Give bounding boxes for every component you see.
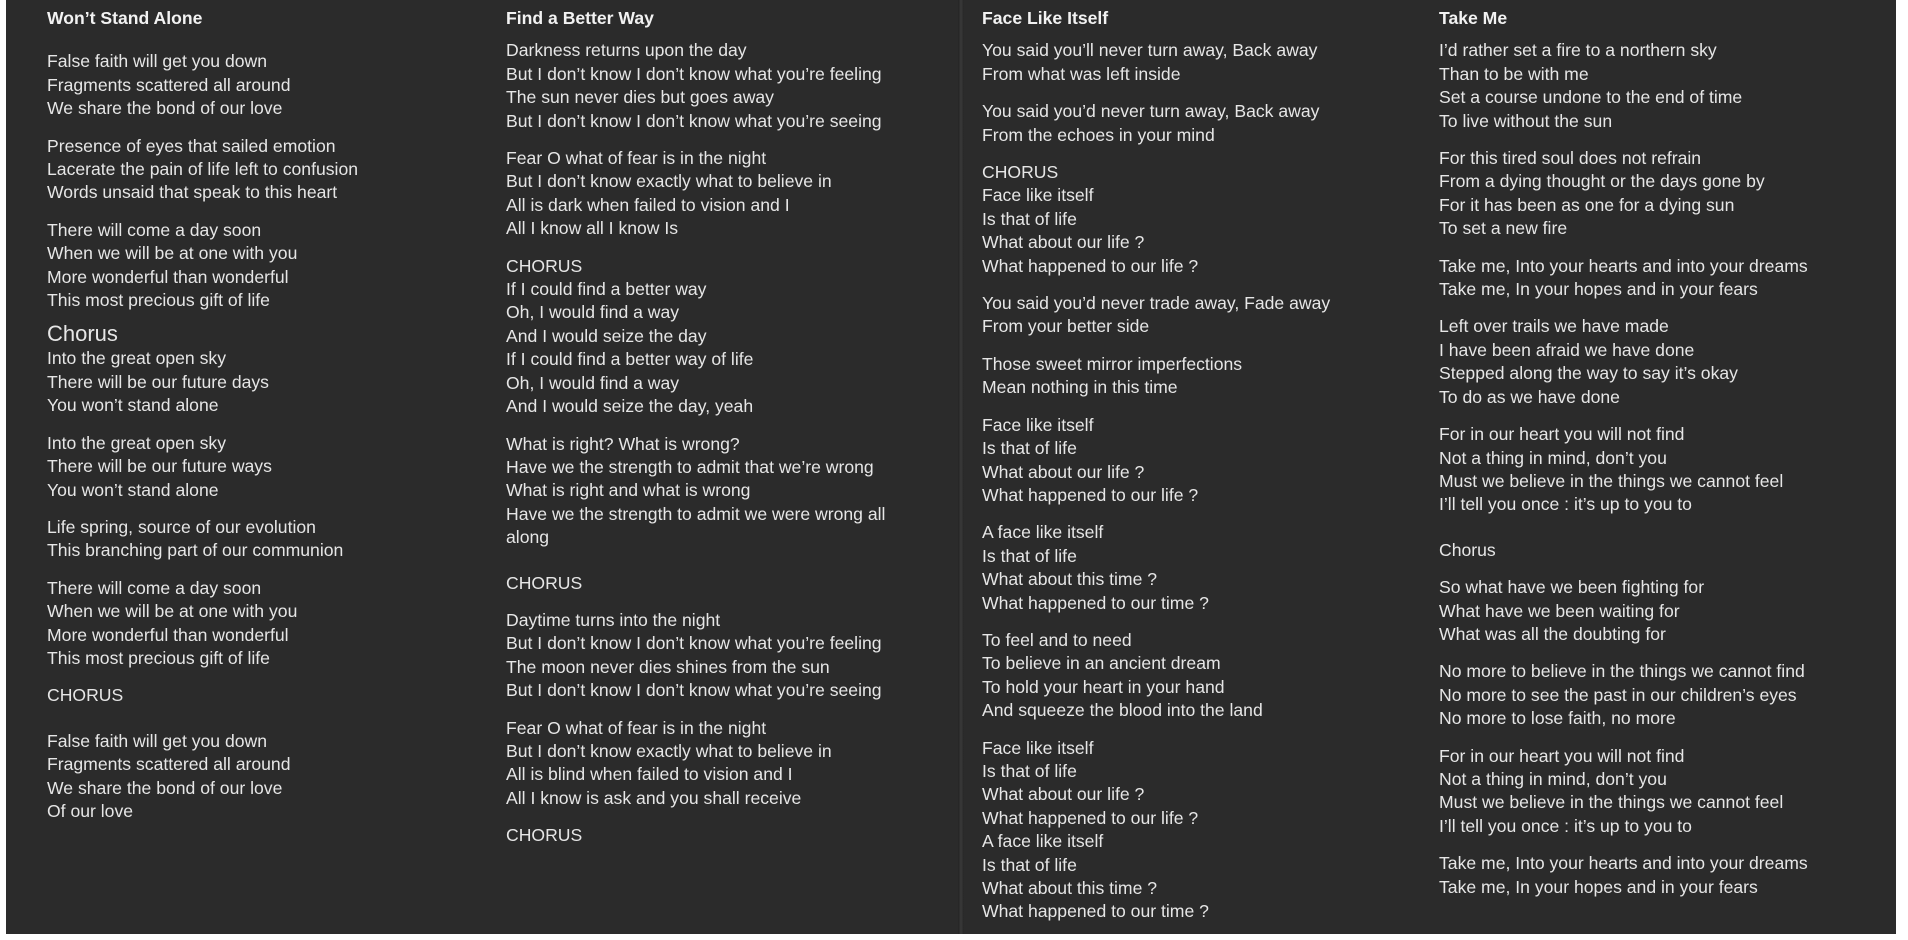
chorus-heading: Chorus xyxy=(47,321,118,347)
lyric-line: Face like itself xyxy=(982,737,1094,758)
lyric-line: From a dying thought or the days gone by xyxy=(1439,171,1765,192)
lyric-line: Is that of life xyxy=(982,545,1077,566)
stanza xyxy=(1439,39,1808,133)
lyric-line: You won’t stand alone xyxy=(47,395,219,416)
lyric-line: From the echoes in your mind xyxy=(982,124,1215,145)
stanza xyxy=(47,684,358,707)
lyric-line: To set a new fire xyxy=(1439,218,1568,239)
lyric-line: Take me, In your hopes and in your fears xyxy=(1439,876,1758,897)
lyric-line: What happened to our life ? xyxy=(982,484,1199,505)
song-title: Take Me xyxy=(1439,8,1508,28)
lyric-line: But I don’t know I don’t know what you’re feeling xyxy=(506,633,882,654)
chorus-marker: CHORUS xyxy=(506,825,583,846)
lyric-line: This most precious gift of life xyxy=(47,290,270,311)
lyric-line: What happened to our life ? xyxy=(982,255,1199,276)
lyric-line: And I would seize the day, yeah xyxy=(506,396,754,417)
stanza xyxy=(982,521,1330,615)
lyric-line: Left over trails we have made xyxy=(1439,316,1669,337)
lyric-line: Fragments scattered all around xyxy=(47,74,291,95)
lyric-line: To do as we have done xyxy=(1439,386,1620,407)
stanza xyxy=(982,414,1330,508)
lyric-line: For this tired soul does not refrain xyxy=(1439,148,1702,169)
lyric-line: Is that of life xyxy=(982,854,1077,875)
lyric-line: Not a thing in mind, don’t you xyxy=(1439,447,1667,468)
lyric-line: Is that of life xyxy=(982,760,1077,781)
chorus-marker: CHORUS xyxy=(506,572,583,593)
lyric-line: Is that of life xyxy=(982,208,1077,229)
stanza xyxy=(1439,423,1808,517)
lyric-line: What is right and what is wrong xyxy=(506,480,751,501)
stanza xyxy=(1439,660,1808,730)
stanza xyxy=(47,577,358,671)
song-column-find-a-better-way xyxy=(506,7,885,862)
lyric-line: What happened to our life ? xyxy=(982,807,1199,828)
song-column-wont-stand-alone xyxy=(47,7,358,837)
lyric-line: I’ll tell you once : it’s up to you to xyxy=(1439,494,1692,515)
lyric-line: What about this time ? xyxy=(982,878,1158,898)
lyric-line: What happened to our time ? xyxy=(982,901,1209,922)
stanza xyxy=(47,320,358,417)
stanza xyxy=(1439,255,1808,302)
lyric-line: Daytime turns into the night xyxy=(506,609,721,630)
lyric-line: There will be our future ways xyxy=(47,456,272,477)
lyric-line: We share the bond of our love xyxy=(47,98,283,119)
lyric-line: For in our heart you will not find xyxy=(1439,745,1685,766)
lyric-line: From your better side xyxy=(982,316,1150,337)
lyric-line: Lacerate the pain of life left to confusion xyxy=(47,159,359,180)
lyric-line: But I don’t know I don’t know what you’re seeing xyxy=(506,110,882,131)
lyric-line: To hold your heart in your hand xyxy=(982,676,1225,697)
song-column-face-like-itself xyxy=(982,7,1330,934)
stanza xyxy=(1439,745,1808,839)
song-column-take-me xyxy=(1439,7,1808,913)
stanza xyxy=(506,717,885,811)
lyric-line: More wonderful than wonderful xyxy=(47,624,289,645)
lyric-line: Of our love xyxy=(47,800,134,821)
lyric-line: You won’t stand alone xyxy=(47,479,219,500)
lyric-line: This branching part of our communion xyxy=(47,540,344,561)
lyric-line: along xyxy=(506,527,550,548)
stanza xyxy=(506,572,885,595)
lyric-line: The sun never dies but goes away xyxy=(506,87,774,108)
stanza xyxy=(982,737,1330,924)
lyric-line: Set a course undone to the end of time xyxy=(1439,87,1743,108)
stanza xyxy=(1439,315,1808,409)
lyric-line: No more to believe in the things we cannot find xyxy=(1439,661,1805,682)
lyric-line: What about our life ? xyxy=(982,232,1145,253)
lyric-line: But I don’t know exactly what to believe in xyxy=(506,740,832,761)
lyric-line: Not a thing in mind, don’t you xyxy=(1439,768,1667,789)
lyric-line: Presence of eyes that sailed emotion xyxy=(47,135,336,156)
stanza xyxy=(47,432,358,502)
lyric-line: So what have we been fighting for xyxy=(1439,577,1705,598)
lyric-line: All is blind when failed to vision and I xyxy=(506,764,793,785)
lyric-line: Those sweet mirror imperfections xyxy=(982,353,1243,374)
lyric-line: Mean nothing in this time xyxy=(982,377,1178,398)
lyric-line: I’ll tell you once : it’s up to you to xyxy=(1439,815,1692,836)
lyric-line: If I could find a better way of life xyxy=(506,349,754,370)
lyric-line: Fear O what of fear is in the night xyxy=(506,148,767,169)
stanza xyxy=(1439,852,1808,899)
lyric-line: What was all the doubting for xyxy=(1439,623,1666,644)
stanza xyxy=(47,730,358,824)
song-title: Find a Better Way xyxy=(506,8,654,28)
chorus-marker: Chorus xyxy=(1439,539,1496,560)
lyric-line: Fragments scattered all around xyxy=(47,754,291,775)
lyric-line: Darkness returns upon the day xyxy=(506,40,747,61)
stanza xyxy=(47,516,358,563)
lyric-line: Face like itself xyxy=(982,414,1094,435)
lyric-line: The moon never dies shines from the sun xyxy=(506,656,830,677)
lyric-line: When we will be at one with you xyxy=(47,601,298,622)
stanza xyxy=(47,219,358,313)
stanza xyxy=(982,629,1330,723)
lyric-line: Life spring, source of our evolution xyxy=(47,516,316,537)
lyric-line: When we will be at one with you xyxy=(47,243,298,264)
lyric-line: Into the great open sky xyxy=(47,348,226,369)
chorus-marker: CHORUS xyxy=(506,255,583,276)
song-title: Face Like Itself xyxy=(982,8,1109,28)
lyric-line: Is that of life xyxy=(982,438,1077,459)
lyric-line: Take me, Into your hearts and into your dreams xyxy=(1439,853,1808,874)
stanza xyxy=(47,135,358,205)
lyric-line: Stepped along the way to say it’s okay xyxy=(1439,363,1738,384)
song-title: Won’t Stand Alone xyxy=(47,8,203,28)
lyric-line: And I would seize the day xyxy=(506,325,707,346)
stanza xyxy=(506,147,885,241)
lyric-line: A face like itself xyxy=(982,522,1104,543)
lyric-line: Oh, I would find a way xyxy=(506,302,680,323)
stanza xyxy=(982,100,1330,147)
lyric-line: And squeeze the blood into the land xyxy=(982,700,1263,721)
lyric-line: All I know all I know Is xyxy=(506,218,679,239)
lyric-line: To live without the sun xyxy=(1439,110,1613,131)
lyric-line: Must we believe in the things we cannot feel xyxy=(1439,792,1784,813)
lyric-line: If I could find a better way xyxy=(506,279,707,300)
stanza xyxy=(1439,539,1808,562)
lyric-line: Must we believe in the things we cannot feel xyxy=(1439,470,1784,491)
stanza xyxy=(506,255,885,419)
lyric-line: You said you’d never turn away, Back away xyxy=(982,101,1320,122)
stanza xyxy=(982,353,1330,400)
lyrics-booklet xyxy=(6,0,1896,934)
lyric-line: Face like itself xyxy=(982,185,1094,206)
lyric-line: Fear O what of fear is in the night xyxy=(506,717,767,738)
stanza xyxy=(1439,576,1808,646)
lyric-line: To believe in an ancient dream xyxy=(982,653,1221,674)
lyric-line: What happened to our time ? xyxy=(982,592,1209,613)
lyric-line: All I know is ask and you shall receive xyxy=(506,787,802,808)
lyric-line: I’d rather set a fire to a northern sky xyxy=(1439,40,1717,61)
stanza xyxy=(1439,147,1808,241)
lyric-line: But I don’t know I don’t know what you’re seeing xyxy=(506,680,882,701)
lyric-line: You said you’d never trade away, Fade away xyxy=(982,293,1331,314)
lyric-line: There will come a day soon xyxy=(47,577,262,598)
lyric-line: Oh, I would find a way xyxy=(506,372,680,393)
lyric-line: No more to lose faith, no more xyxy=(1439,708,1676,729)
chorus-marker: CHORUS xyxy=(47,685,124,706)
lyric-line: For it has been as one for a dying sun xyxy=(1439,194,1735,215)
lyric-line: To feel and to need xyxy=(982,629,1132,650)
lyric-line: What is right? What is wrong? xyxy=(506,433,740,454)
lyric-line: Into the great open sky xyxy=(47,432,226,453)
booklet-fold xyxy=(958,0,964,934)
lyric-line: For in our heart you will not find xyxy=(1439,424,1685,445)
lyric-line: There will come a day soon xyxy=(47,219,262,240)
stanza xyxy=(47,50,358,120)
lyric-line: False faith will get you down xyxy=(47,51,268,72)
lyric-line: Have we the strength to admit we were wrong all xyxy=(506,503,886,524)
lyric-line: This most precious gift of life xyxy=(47,647,270,668)
stanza xyxy=(982,161,1330,278)
lyric-line: I have been afraid we have done xyxy=(1439,339,1695,360)
stanza xyxy=(506,609,885,703)
lyric-line: More wonderful than wonderful xyxy=(47,266,289,287)
lyric-line: False faith will get you down xyxy=(47,730,268,751)
stanza xyxy=(506,433,885,550)
lyric-line: No more to see the past in our children’s eyes xyxy=(1439,684,1797,705)
lyric-line: A face like itself xyxy=(982,831,1104,852)
lyric-line: But I don’t know exactly what to believe in xyxy=(506,171,832,192)
lyric-line: What about our life ? xyxy=(982,784,1145,805)
stanza xyxy=(506,39,885,133)
lyric-line: Take me, In your hopes and in your fears xyxy=(1439,279,1758,300)
lyric-line: What have we been waiting for xyxy=(1439,600,1680,621)
stanza xyxy=(982,292,1330,339)
chorus-marker: CHORUS xyxy=(982,162,1059,183)
stanza xyxy=(982,39,1330,86)
stanza xyxy=(506,824,885,847)
lyric-line: From what was left inside xyxy=(982,63,1181,84)
lyric-line: There will be our future days xyxy=(47,371,269,392)
lyric-line: Than to be with me xyxy=(1439,63,1589,84)
lyric-line: Take me, Into your hearts and into your dreams xyxy=(1439,255,1808,276)
lyric-line: All is dark when failed to vision and I xyxy=(506,194,790,215)
lyric-line: Words unsaid that speak to this heart xyxy=(47,182,338,203)
lyric-line: What about our life ? xyxy=(982,461,1145,482)
lyric-line: What about this time ? xyxy=(982,569,1158,590)
lyric-line: You said you’ll never turn away, Back away xyxy=(982,40,1318,61)
lyric-line: But I don’t know I don’t know what you’re feeling xyxy=(506,63,882,84)
lyric-line: Have we the strength to admit that we’re wrong xyxy=(506,456,874,477)
lyric-line: We share the bond of our love xyxy=(47,777,283,798)
